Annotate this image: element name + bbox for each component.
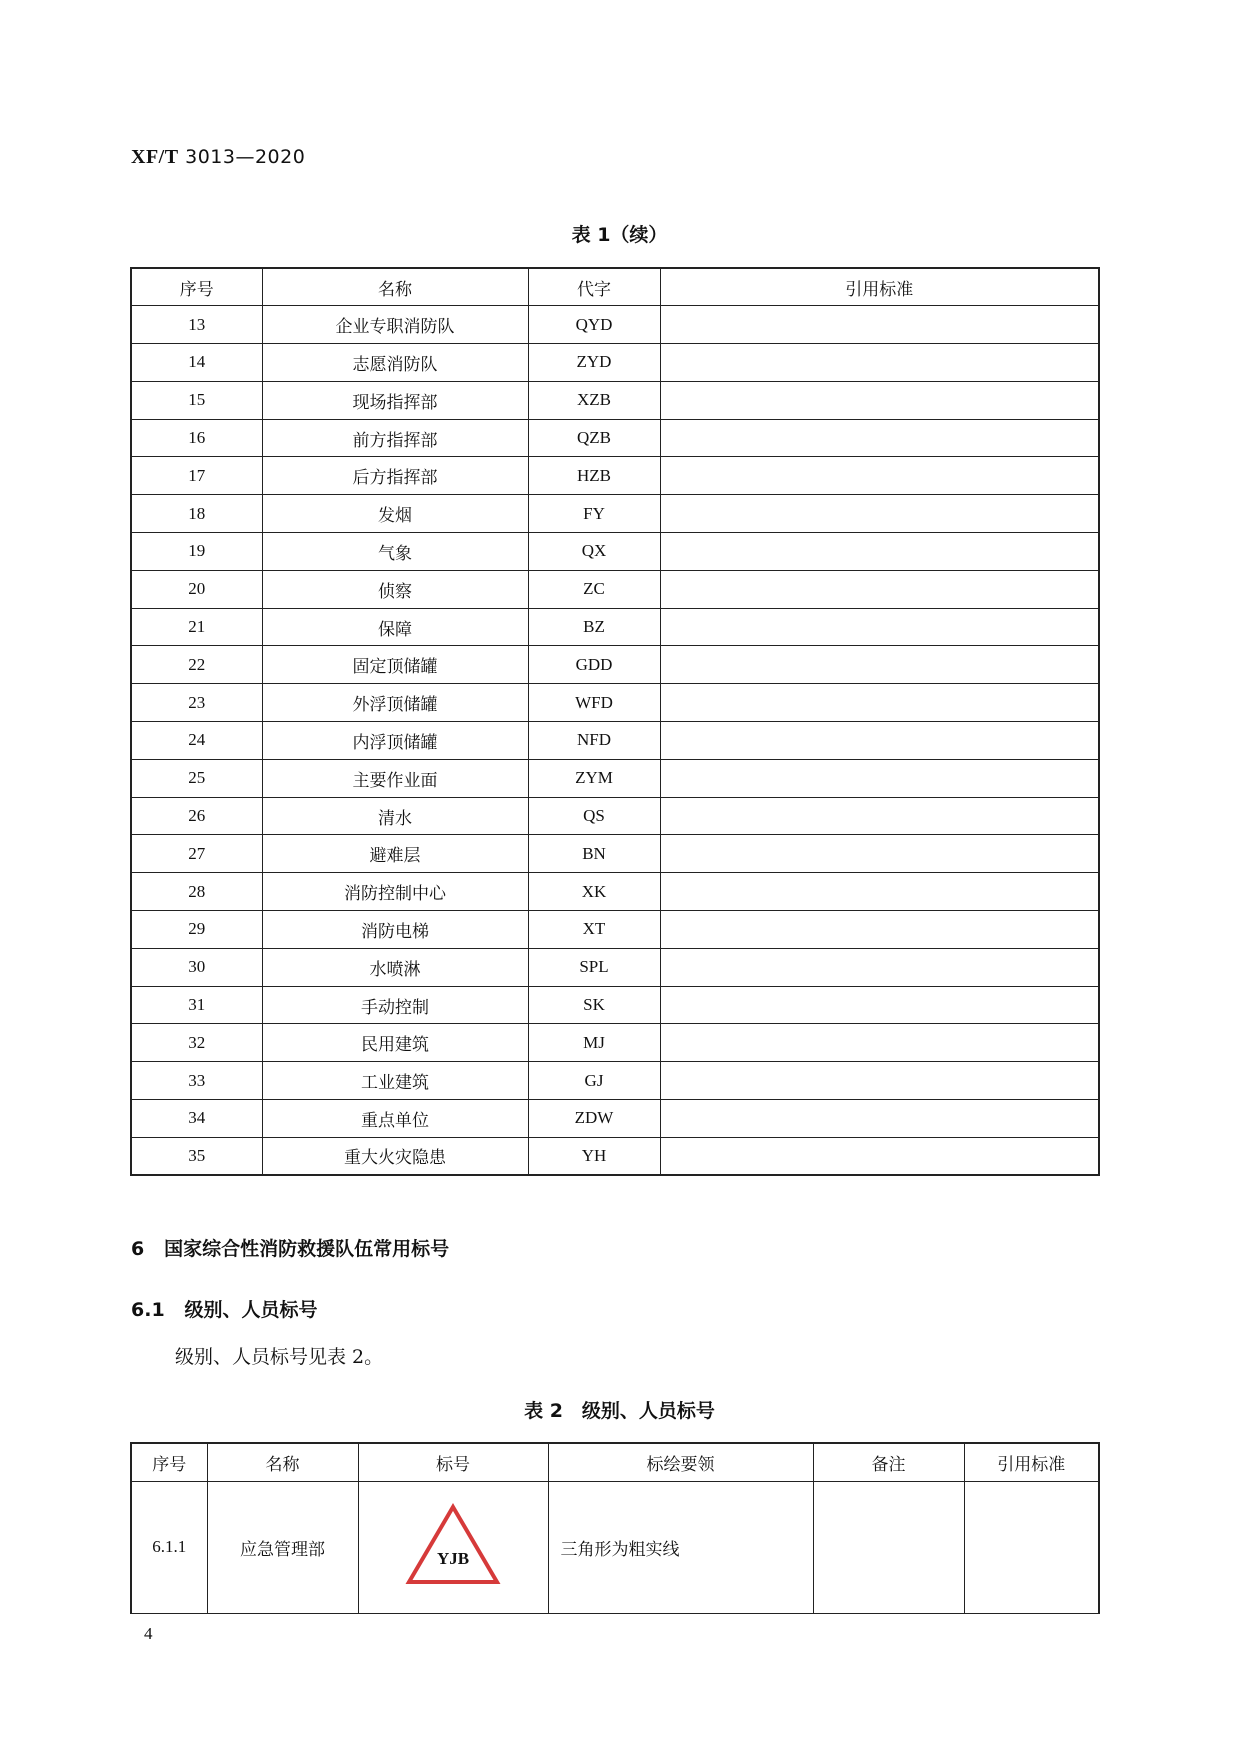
table1-cell-code: SK	[528, 986, 660, 1024]
table1-cell-code: ZC	[528, 570, 660, 608]
table1-cell-name: 手动控制	[262, 986, 528, 1024]
table1-cell-code: SPL	[528, 948, 660, 986]
table1	[130, 267, 1100, 1176]
table1-cell-name: 内浮顶储罐	[262, 722, 528, 760]
table1-cell-code: WFD	[528, 684, 660, 722]
table1-cell-ref	[660, 570, 1099, 608]
table1-cell-name: 消防控制中心	[262, 873, 528, 911]
table1-cell-ref	[660, 948, 1099, 986]
table1-cell-name: 发烟	[262, 495, 528, 533]
table2-cell-symbol	[358, 1481, 548, 1613]
table-row	[131, 911, 1099, 949]
table2-header-cell: 标号	[358, 1443, 548, 1481]
table1-cell-code: QS	[528, 797, 660, 835]
table-row	[131, 306, 1099, 344]
table1-cell-ref	[660, 344, 1099, 382]
section-6-1-title: 级别、人员标号	[184, 1299, 318, 1321]
table-row	[131, 533, 1099, 571]
standard-code	[131, 146, 305, 169]
table1-cell-name: 清水	[262, 797, 528, 835]
table-row	[131, 1062, 1099, 1100]
section-6-heading	[131, 1234, 449, 1261]
table1-cell-ref	[660, 722, 1099, 760]
table1-cell-ref	[660, 457, 1099, 495]
table1-cell-ref	[660, 759, 1099, 797]
table1-cell-num: 31	[131, 986, 262, 1024]
table-row	[131, 381, 1099, 419]
table2-caption: 表 2 级别、人员标号	[524, 1400, 715, 1422]
table1-cell-num: 35	[131, 1137, 262, 1175]
section-6-1-number: 6.1	[131, 1299, 165, 1321]
table2-row	[131, 1481, 1099, 1613]
table1-cell-num: 14	[131, 344, 262, 382]
table1-cell-num: 33	[131, 1062, 262, 1100]
table1-cell-name: 后方指挥部	[262, 457, 528, 495]
table-row	[131, 1024, 1099, 1062]
table1-cell-num: 25	[131, 759, 262, 797]
table-row	[131, 835, 1099, 873]
table1-cell-ref	[660, 1100, 1099, 1138]
table1-cell-ref	[660, 1024, 1099, 1062]
table-row	[131, 344, 1099, 382]
table-row	[131, 608, 1099, 646]
table-row	[131, 797, 1099, 835]
table-row	[131, 1137, 1099, 1175]
table1-cell-name: 主要作业面	[262, 759, 528, 797]
table1-cell-ref	[660, 646, 1099, 684]
table2-cell-num: 6.1.1	[131, 1481, 207, 1613]
table1-cell-code: HZB	[528, 457, 660, 495]
table1-cell-name: 气象	[262, 533, 528, 571]
table1-cell-name: 工业建筑	[262, 1062, 528, 1100]
table1-cell-code: ZYM	[528, 759, 660, 797]
table1-cell-num: 34	[131, 1100, 262, 1138]
table1-cell-name: 保障	[262, 608, 528, 646]
table1-cell-name: 志愿消防队	[262, 344, 528, 382]
table1-cell-name: 企业专职消防队	[262, 306, 528, 344]
table1-cell-code: XK	[528, 873, 660, 911]
table1-cell-code: GJ	[528, 1062, 660, 1100]
table1-cell-ref	[660, 873, 1099, 911]
table1-cell-num: 30	[131, 948, 262, 986]
table1-cell-code: MJ	[528, 1024, 660, 1062]
table1-cell-code: NFD	[528, 722, 660, 760]
table1-cell-num: 20	[131, 570, 262, 608]
table1-cell-name: 避难层	[262, 835, 528, 873]
table2-header-row	[131, 1443, 1099, 1481]
table1-cell-name: 外浮顶储罐	[262, 684, 528, 722]
table1-cell-num: 32	[131, 1024, 262, 1062]
table1-cell-code: BN	[528, 835, 660, 873]
table1-cell-ref	[660, 797, 1099, 835]
table1-cell-ref	[660, 986, 1099, 1024]
table1-caption: 表 1（续）	[571, 224, 668, 246]
table1-cell-code: XT	[528, 911, 660, 949]
table1-cell-code: XZB	[528, 381, 660, 419]
table2-header-cell: 序号	[131, 1443, 207, 1481]
table1-cell-name: 水喷淋	[262, 948, 528, 986]
section-6-number: 6	[131, 1238, 145, 1260]
table1-cell-num: 13	[131, 306, 262, 344]
table-row	[131, 873, 1099, 911]
table1-cell-name: 侦察	[262, 570, 528, 608]
table1-cell-name: 现场指挥部	[262, 381, 528, 419]
table1-cell-name: 重点单位	[262, 1100, 528, 1138]
table1-header-cell: 代字	[528, 268, 660, 306]
table1-cell-code: FY	[528, 495, 660, 533]
table1-cell-num: 28	[131, 873, 262, 911]
table1-cell-num: 17	[131, 457, 262, 495]
table2-cell-method: 三角形为粗实线	[548, 1481, 813, 1613]
table1-cell-code: ZYD	[528, 344, 660, 382]
section-6-title: 国家综合性消防救援队伍常用标号	[164, 1238, 450, 1260]
table1-cell-num: 23	[131, 684, 262, 722]
table-row	[131, 684, 1099, 722]
table1-cell-num: 21	[131, 608, 262, 646]
table1-cell-ref	[660, 835, 1099, 873]
table1-cell-name: 前方指挥部	[262, 419, 528, 457]
table1-cell-ref	[660, 911, 1099, 949]
page-number: 4	[144, 1624, 153, 1643]
table2-header-cell: 引用标准	[964, 1443, 1099, 1481]
table1-cell-code: QZB	[528, 419, 660, 457]
table1-cell-code: QYD	[528, 306, 660, 344]
triangle-outline	[409, 1507, 497, 1582]
table1-header-row	[131, 268, 1099, 306]
table1-header-cell: 名称	[262, 268, 528, 306]
table1-cell-ref	[660, 533, 1099, 571]
standard-code-prefix: XF/T	[131, 146, 179, 168]
section-6-1-heading	[131, 1295, 318, 1322]
table-row	[131, 419, 1099, 457]
table2-cell-name: 应急管理部	[207, 1481, 358, 1613]
table1-cell-num: 26	[131, 797, 262, 835]
table2-cell-note	[813, 1481, 964, 1613]
standard-code-number: 3013—2020	[185, 146, 306, 168]
table1-header-cell: 序号	[131, 268, 262, 306]
table-row	[131, 457, 1099, 495]
table1-cell-ref	[660, 684, 1099, 722]
table1-cell-code: BZ	[528, 608, 660, 646]
table1-cell-name: 固定顶储罐	[262, 646, 528, 684]
table1-cell-ref	[660, 1137, 1099, 1175]
table-row	[131, 570, 1099, 608]
body-paragraph: 级别、人员标号见表 2。	[175, 1346, 384, 1368]
table1-cell-num: 19	[131, 533, 262, 571]
table-row	[131, 722, 1099, 760]
table1-cell-name: 民用建筑	[262, 1024, 528, 1062]
table-row	[131, 948, 1099, 986]
table1-cell-ref	[660, 495, 1099, 533]
table1-cell-num: 24	[131, 722, 262, 760]
table1-cell-ref	[660, 608, 1099, 646]
table-row	[131, 759, 1099, 797]
table1-cell-num: 16	[131, 419, 262, 457]
table1-body	[131, 306, 1099, 1175]
table-row	[131, 495, 1099, 533]
yjb-triangle-symbol	[403, 1502, 503, 1588]
table1-cell-ref	[660, 419, 1099, 457]
table1-cell-ref	[660, 1062, 1099, 1100]
table-row	[131, 986, 1099, 1024]
table1-cell-code: YH	[528, 1137, 660, 1175]
table1-cell-name: 重大火灾隐患	[262, 1137, 528, 1175]
table2-cell-ref	[964, 1481, 1099, 1613]
table1-cell-num: 15	[131, 381, 262, 419]
table1-cell-name: 消防电梯	[262, 911, 528, 949]
table1-cell-ref	[660, 306, 1099, 344]
table1-cell-code: QX	[528, 533, 660, 571]
table2-header-cell: 标绘要领	[548, 1443, 813, 1481]
table2-header-cell: 备注	[813, 1443, 964, 1481]
table-row	[131, 1100, 1099, 1138]
table1-cell-num: 27	[131, 835, 262, 873]
table1-cell-num: 29	[131, 911, 262, 949]
table2-header-cell: 名称	[207, 1443, 358, 1481]
table1-cell-code: ZDW	[528, 1100, 660, 1138]
table1-header-cell: 引用标准	[660, 268, 1099, 306]
table2	[130, 1442, 1100, 1614]
table1-cell-ref	[660, 381, 1099, 419]
symbol-label: YJB	[436, 1548, 470, 1568]
table-row	[131, 646, 1099, 684]
table1-cell-num: 22	[131, 646, 262, 684]
table1-cell-num: 18	[131, 495, 262, 533]
table1-cell-code: GDD	[528, 646, 660, 684]
